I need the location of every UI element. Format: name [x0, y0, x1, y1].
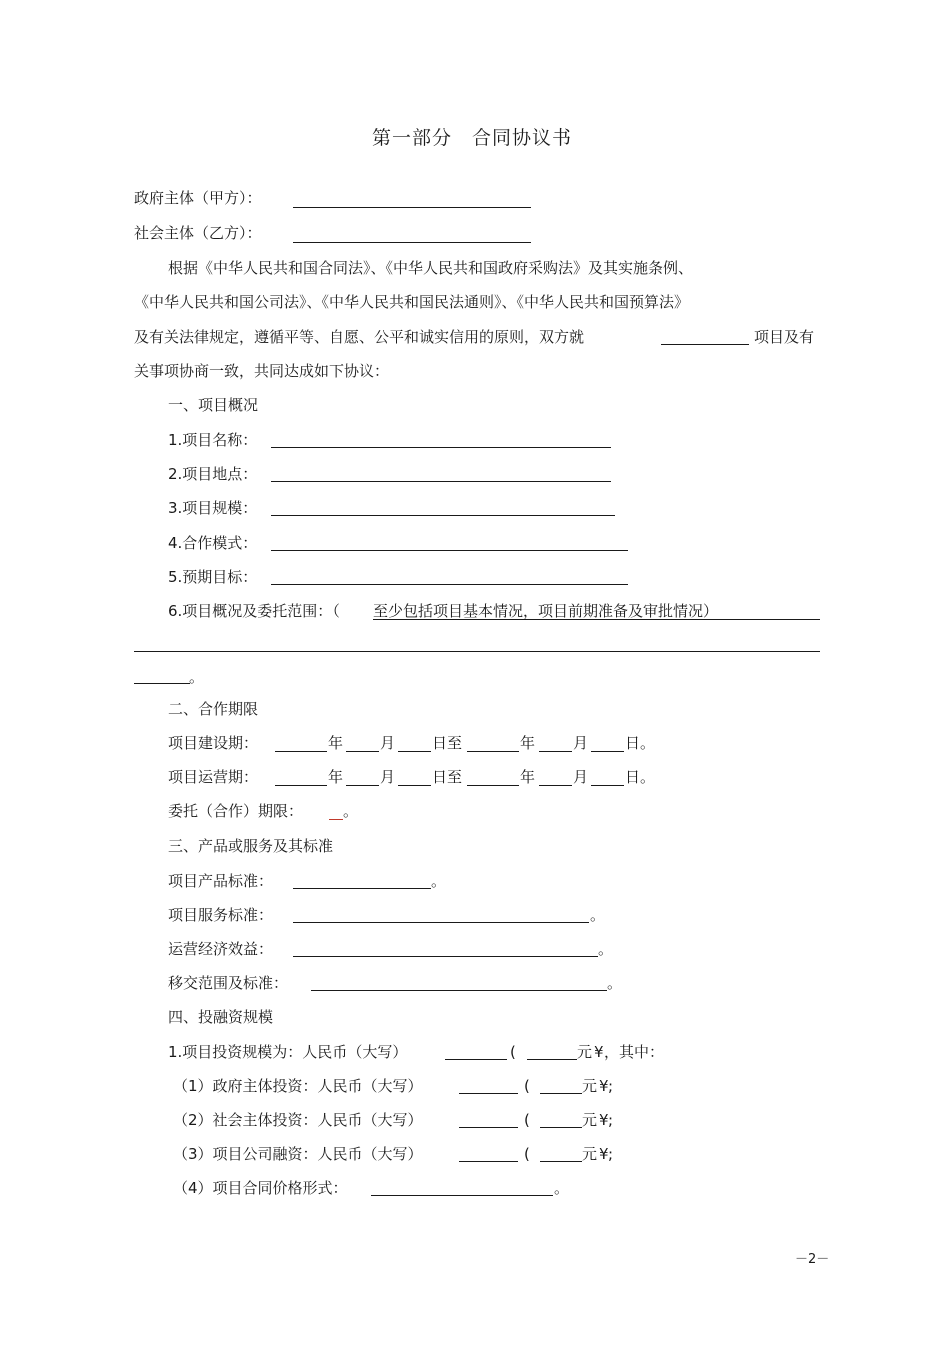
construction-start-day[interactable]	[398, 751, 431, 752]
operation-end-month[interactable]	[539, 785, 572, 786]
operation-dayto-text: 日至	[432, 768, 463, 786]
company-financing-yen: ¥	[599, 1145, 609, 1163]
gov-investment-paren: (	[524, 1077, 530, 1095]
gov-investment-words[interactable]	[459, 1093, 518, 1094]
construction-end-day[interactable]	[591, 751, 624, 752]
handover-scope-label: 移交范围及标准：	[168, 974, 289, 992]
item-cooperation-mode: 4.合作模式：	[168, 534, 258, 552]
item-project-scale: 3.项目规模：	[168, 499, 258, 517]
operation-dayend-text: 日。	[625, 768, 656, 786]
intro-line-4: 关事项协商一致，共同达成如下协议：	[134, 362, 390, 380]
construction-year-text: 年	[328, 734, 344, 752]
investment-scale-words[interactable]	[445, 1059, 507, 1060]
social-investment-yen: ¥	[599, 1111, 609, 1129]
handover-scope-end: 。	[607, 974, 623, 992]
contract-price-label: （4）项目合同价格形式：	[173, 1179, 348, 1197]
intro-line-1: 根据《中华人民共和国合同法》、《中华人民共和国政府采购法》及其实施条例、	[168, 259, 694, 277]
investment-scale-label: 1.项目投资规模为：人民币（大写）	[168, 1043, 408, 1061]
gov-investment-label: （1）政府主体投资：人民币（大写）	[173, 1077, 423, 1095]
social-investment-amount[interactable]	[540, 1127, 582, 1128]
intro-line-2: 《中华人民共和国公司法》、《中华人民共和国民法通则》、《中华人民共和国预算法》	[134, 293, 690, 311]
social-investment-yuan: 元	[582, 1111, 598, 1129]
party-b-label: 社会主体（乙方）：	[134, 224, 262, 242]
construction-start-year[interactable]	[275, 751, 327, 752]
item-6-line-1[interactable]	[373, 619, 820, 620]
social-investment-semi: ;	[608, 1111, 614, 1129]
operation-start-month[interactable]	[346, 785, 379, 786]
service-standard-input[interactable]	[293, 922, 589, 923]
item-project-name: 1.项目名称：	[168, 431, 258, 449]
entrust-period-end: 。	[343, 802, 359, 820]
investment-yuan: 元	[577, 1043, 593, 1061]
project-name-input[interactable]	[271, 447, 611, 448]
page-title: 第一部分 合同协议书	[372, 127, 573, 149]
entrust-period-field[interactable]	[329, 819, 343, 820]
operation-year-text: 年	[328, 768, 344, 786]
operation-month2-text: 月	[573, 768, 589, 786]
operation-end-year[interactable]	[467, 785, 519, 786]
party-a-label: 政府主体（甲方）：	[134, 189, 262, 207]
social-investment-paren: (	[524, 1111, 530, 1129]
construction-month2-text: 月	[573, 734, 589, 752]
company-financing-amount[interactable]	[540, 1161, 582, 1162]
operation-month-text: 月	[380, 768, 396, 786]
expected-goal-input[interactable]	[271, 584, 628, 585]
item-6-line-3[interactable]	[134, 683, 190, 684]
contract-price-end: 。	[554, 1179, 570, 1197]
economic-benefit-end: 。	[598, 940, 614, 958]
section-4-heading: 四、投融资规模	[168, 1008, 274, 1026]
gov-investment-yen: ¥	[599, 1077, 609, 1095]
investment-paren: (	[510, 1043, 516, 1061]
item-6-note: 至少包括项目基本情况，项目前期准备及审批情况）	[373, 602, 719, 620]
construction-end-month[interactable]	[539, 751, 572, 752]
contract-price-input[interactable]	[371, 1195, 553, 1196]
gov-investment-yuan: 元	[582, 1077, 598, 1095]
social-investment-words[interactable]	[459, 1127, 518, 1128]
cooperation-mode-input[interactable]	[271, 550, 628, 551]
entrust-period-label: 委托（合作）期限：	[168, 802, 304, 820]
item-6-line-2[interactable]	[134, 651, 820, 652]
construction-dayend-text: 日。	[625, 734, 656, 752]
page-number: －2－	[795, 1252, 830, 1267]
product-standard-input[interactable]	[293, 888, 431, 889]
section-3-heading: 三、产品或服务及其标准	[168, 837, 334, 855]
handover-scope-input[interactable]	[311, 990, 607, 991]
party-b-field[interactable]	[293, 242, 531, 243]
construction-end-year[interactable]	[467, 751, 519, 752]
item-6-end: 。	[189, 668, 205, 686]
investment-yen: ¥	[594, 1043, 604, 1061]
service-standard-end: 。	[590, 906, 606, 924]
economic-benefit-label: 运营经济效益：	[168, 940, 274, 958]
company-financing-semi: ;	[608, 1145, 614, 1163]
company-financing-words[interactable]	[459, 1161, 518, 1162]
investment-scale-amount[interactable]	[527, 1059, 577, 1060]
project-name-field[interactable]	[661, 344, 749, 345]
product-standard-label: 项目产品标准：	[168, 872, 274, 890]
company-financing-paren: (	[524, 1145, 530, 1163]
economic-benefit-input[interactable]	[293, 956, 598, 957]
item-expected-goal: 5.预期目标：	[168, 568, 258, 586]
product-standard-end: 。	[431, 872, 447, 890]
construction-dayto-text: 日至	[432, 734, 463, 752]
operation-start-year[interactable]	[275, 785, 327, 786]
operation-start-day[interactable]	[398, 785, 431, 786]
social-investment-label: （2）社会主体投资：人民币（大写）	[173, 1111, 423, 1129]
operation-period-label: 项目运营期：	[168, 768, 259, 786]
section-2-heading: 二、合作期限	[168, 700, 259, 718]
gov-investment-semi: ;	[608, 1077, 614, 1095]
project-location-input[interactable]	[271, 481, 611, 482]
gov-investment-amount[interactable]	[540, 1093, 582, 1094]
construction-month-text: 月	[380, 734, 396, 752]
operation-year2-text: 年	[520, 768, 536, 786]
construction-period-label: 项目建设期：	[168, 734, 259, 752]
intro-line-3: 及有关法律规定，遵循平等、自愿、公平和诚实信用的原则，双方就	[134, 328, 585, 346]
item-project-location: 2.项目地点：	[168, 465, 258, 483]
party-a-field[interactable]	[293, 207, 531, 208]
project-scale-input[interactable]	[271, 515, 615, 516]
company-financing-yuan: 元	[582, 1145, 598, 1163]
service-standard-label: 项目服务标准：	[168, 906, 274, 924]
item-6-label: 6.项目概况及委托范围：（	[168, 602, 340, 620]
investment-tail: ，其中：	[604, 1043, 665, 1061]
construction-year2-text: 年	[520, 734, 536, 752]
operation-end-day[interactable]	[591, 785, 624, 786]
intro-line-3-tail: 项目及有	[754, 328, 815, 346]
construction-start-month[interactable]	[346, 751, 379, 752]
section-1-heading: 一、项目概况	[168, 396, 259, 414]
company-financing-label: （3）项目公司融资：人民币（大写）	[173, 1145, 423, 1163]
